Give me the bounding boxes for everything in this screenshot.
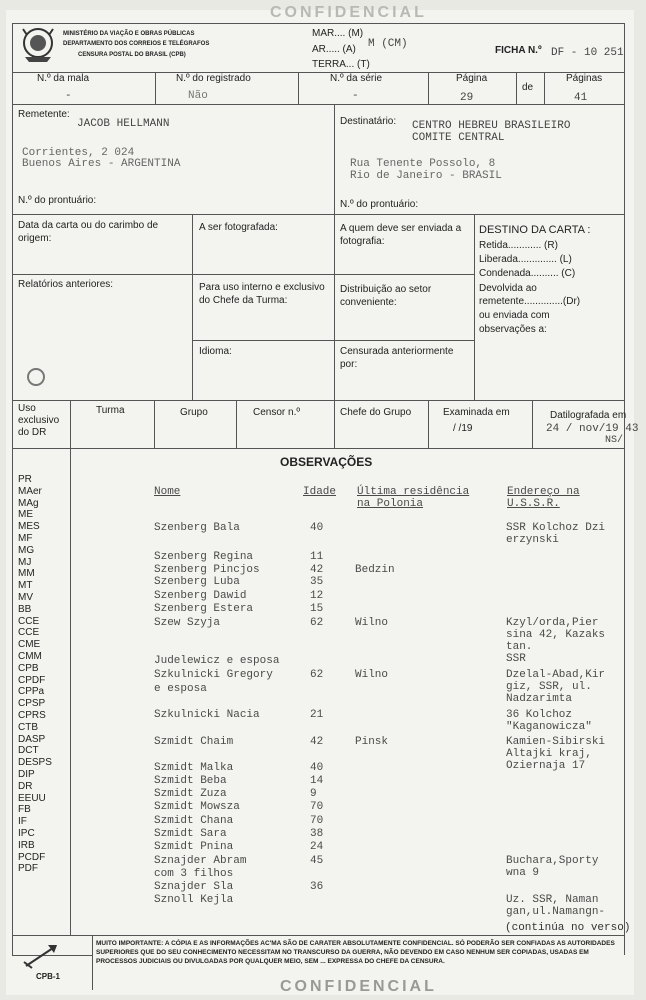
department-code: CPDF [18,674,46,686]
de-label: de [522,82,534,93]
department-code: CTB [18,721,38,733]
destino-devolvida: Devolvida ao [479,283,537,294]
serie-label: N.º da série [330,73,383,84]
punch-hole-icon [27,368,45,386]
entry-name: Szmidt Chana [154,815,234,827]
entry-age: 70 [310,815,324,827]
entry-age: 12 [310,590,324,602]
entry-address-line: sina 42, Kazaks [506,629,606,641]
entry-name: Szmidt Mowsza [154,801,240,813]
entry-address-line: Nadzarimta [506,693,573,705]
confidential-stamp-top: CONFIDENCIAL [270,4,427,21]
entry-name: Szenberg Luba [154,576,240,588]
entry-age: 42 [310,564,324,576]
entry-name: Szmidt Sara [154,828,227,840]
entry-address-line: Altajki kraj, [506,748,592,760]
entry-age: 45 [310,855,324,867]
observacoes-title: OBSERVAÇÕES [280,455,373,469]
entry-residence: Bedzin [355,564,395,576]
entry-residence: Pinsk [355,736,389,748]
department-code: CPRS [18,710,46,721]
destino-condenada: Condenada.......... (C) [479,268,576,279]
terra-option: TERRA... (T) [312,59,370,70]
department-code: CPPa [18,686,45,698]
entry-name: Szew Szyja [154,617,221,629]
ficha-label: FICHA N.º [495,45,542,56]
sender-name: JACOB HELLMANN [77,118,170,130]
department-code: MV [18,592,33,603]
destino-ou-enviada: ou enviada com [479,310,550,321]
recipient-addr2: Rio de Janeiro - BRASIL [350,170,502,182]
entry-address-line: Kamien-Sibirski [506,736,606,748]
examinada-label: Examinada em [443,407,510,418]
fotografada-label: A ser fotografada: [199,222,278,233]
department-code: IPC [18,828,35,839]
entry-address-line: Buchara,Sporty [506,855,599,867]
department-code: MG [18,544,35,556]
department-code: MT [18,580,33,592]
turma-label: Turma [96,405,125,416]
department-code: PR [18,474,32,485]
destino-remetente: remetente..............(Dr) [479,296,581,307]
arrow-logo-icon [22,940,62,970]
recipient-label: Destinatário: [340,116,397,127]
continua-note: (continúa no verso) [505,922,631,934]
ar-option: AR..... (A) [312,44,356,55]
idioma-label: Idioma: [199,346,232,357]
department-code: PDF [18,863,38,875]
mala-label: N.º da mala [37,73,90,84]
entry-name: Sznajder Abram [154,855,247,867]
entry-age: 62 [310,669,324,681]
entry-address-line: Kzyl/orda,Pier [506,617,599,629]
entry-name: Judelewicz e esposa [154,655,280,667]
department-code: DESPS [18,757,52,769]
entry-age: 21 [310,709,324,721]
data-carta-label: Data da carta ou do carimbo de origem: [18,220,159,244]
entry-name: Szmidt Malka [154,762,234,774]
department-code: MAg [18,497,39,509]
recipient-name2: COMITE CENTRAL [412,132,505,144]
entry-age: 24 [310,841,324,853]
department-code: MAer [18,485,42,497]
entry-name: Szkulnicki Nacia [154,709,260,721]
department-code: CMM [18,651,42,662]
entry-name: Szenberg Estera [154,603,254,615]
sender-addr1: Corrientes, 2 024 [22,147,135,159]
entry-address-line: Uz. SSR, Naman [506,894,599,906]
entry-age: 70 [310,801,324,813]
department-code: CPSP [18,698,46,710]
entry-address-line: erzynski [506,534,559,546]
department-code: MF [18,533,33,544]
sender-label: Remetente: [18,109,70,120]
censurada-label: Censurada anteriormente por: [340,346,454,370]
entry-name: e esposa [154,683,207,695]
col-header-idade: Idade [303,486,337,498]
recipient-prontuario-label: N.º do prontuário: [340,199,419,210]
entry-name: Szkulnicki Gregory [154,669,273,681]
department-code: FB [18,804,31,816]
grupo-label: Grupo [180,407,208,418]
uso-dr-label: Uso exclusivo do DR [18,403,60,438]
entry-address-line: tan. [506,641,533,653]
entry-name: Sznajder Sla [154,881,234,893]
entry-age: 15 [310,603,324,615]
entry-age: 42 [310,736,324,748]
entry-name: Szmidt Pnina [154,841,234,853]
destino-observacoes: observações a: [479,324,547,335]
serie-value: - [352,90,359,102]
entry-address-line: wna 9 [506,867,540,879]
col-header-residencia-1: Última residência [357,486,470,498]
entry-age: 36 [310,881,324,893]
uso-interno-label: Para uso interno e exclusivo do Chefe da Turma: [199,282,325,306]
paginas-value: 41 [574,92,588,104]
pagina-label: Página [456,73,488,84]
department-code: ME [18,509,33,521]
entry-name: Szmidt Chaim [154,736,234,748]
sender-prontuario-label: N.º do prontuário: [18,195,97,206]
entry-residence: Wilno [355,669,389,681]
examinada-value: / /19 [453,423,473,434]
mala-value: - [65,90,72,102]
pagina-value: 29 [460,92,474,104]
department-code: MM [18,568,35,580]
entry-name: Szmidt Beba [154,775,227,787]
col-header-endereco-1: Endereço na [507,486,580,498]
entry-name: Szenberg Pincjos [154,564,260,576]
sender-addr2: Buenos Aires - ARGENTINA [22,158,181,170]
coat-of-arms-icon [19,25,57,65]
department-code: DR [18,780,33,792]
department-code: CPB [18,662,39,674]
entry-age: 14 [310,775,324,787]
ns-mark: NS/ [605,435,624,446]
mar-option: MAR.... (M) [312,28,364,39]
ministry-title: MINISTÉRIO DA VIAÇÃO E OBRAS PÚBLICAS [63,31,195,37]
entry-address-line: giz, SSR, ul. [506,681,592,693]
entry-address-line: 36 Kolchoz [506,709,573,721]
entry-name: com 3 filhos [154,868,234,880]
department-code: DIP [18,769,35,780]
col-header-endereco-2: U.S.S.R. [507,498,560,510]
department-code: DASP [18,733,46,745]
entry-address-line: Oziernaja 17 [506,760,586,772]
department-code: IRB [18,839,35,851]
ficha-number: DF - 10 251 [551,47,624,59]
recipient-name1: CENTRO HEBREU BRASILEIRO [412,120,571,132]
department-code: EEUU [18,792,46,804]
entry-name: Sznoll Kejla [154,894,234,906]
quem-enviada-label: A quem deve ser enviada a fotografia: [340,223,462,247]
col-header-residencia-2: na Polonia [357,498,424,510]
department-code: CME [18,639,41,651]
department-code: CCE [18,615,40,627]
entry-age: 62 [310,617,324,629]
entry-address-line: "Kaganowicza" [506,721,592,733]
department-code: MJ [18,556,32,568]
entry-age: 11 [310,551,324,563]
distribuicao-label: Distribuição ao setor conveniente: [340,284,432,308]
entry-age: 38 [310,828,324,840]
entry-age: 40 [310,522,324,534]
col-header-nome: Nome [154,486,181,498]
department-code: CCE [18,627,40,639]
entry-age: 35 [310,576,324,588]
censorship-title: CENSURA POSTAL DO BRASIL (CPB) [78,52,186,58]
destino-title: DESTINO DA CARTA : [479,224,591,236]
mode-typed: M (CM) [368,38,408,50]
entry-address-line: Dzelal-Abad,Kir [506,669,606,681]
department-title: DEPARTAMENTO DOS CORREIOS E TELÉGRAFOS [63,41,210,47]
entry-address-line: SSR [506,653,526,665]
chefe-grupo-label: Chefe do Grupo [340,407,412,418]
entry-address-line: SSR Kolchoz Dzi [506,522,606,534]
form-code: CPB-1 [36,972,61,981]
entry-name: Szmidt Zuza [154,788,227,800]
confidential-notice: MUITO IMPORTANTE: A CÓPIA E AS INFORMAÇÕES AC'MA SÃO DE CARATER ABSOLUTAMENTE CONFIDENCIAL. SÓ PODERÃO SER CONFIADAS AS AUTORIDADES SUPERIORES QUE DO SEU CONHECIMENTO NECESSITAM NO TRANSCURSO DA GUERRA, NÃO DEVENDO EM CASO NENHUM SER COPIADAS, USADAS EM PROCESSOS JUDICIAIS OU DIVULGADAS POR QUALQUER MEIO, SEM ... EXPRESSA DO CHEFE DA CENSURA. [96,940,615,965]
entry-name: Szenberg Regina [154,551,254,563]
paginas-label: Páginas [566,73,603,84]
entry-residence: Wilno [355,617,389,629]
entry-name: Szenberg Dawid [154,590,247,602]
department-code: BB [18,603,32,615]
destino-liberada: Liberada.............. (L) [479,254,572,265]
censor-label: Censor n.º [253,407,301,418]
department-code: DCT [18,745,39,757]
entry-address-line: gan,ul.Namangn- [506,906,606,918]
registrado-label: N.º do registrado [176,73,251,84]
entry-age: 9 [310,788,317,800]
datilografada-value: 24 / nov/19 43 [546,423,639,435]
registrado-value: Não [188,90,208,102]
department-code: IF [18,816,27,828]
destino-retida: Retida............ (R) [479,240,558,251]
entry-age: 40 [310,762,324,774]
recipient-addr1: Rua Tenente Possolo, 8 [350,158,496,170]
confidential-stamp-bottom: CONFIDENCIAL [280,978,437,995]
department-code: MES [18,521,40,533]
entry-name: Szenberg Bala [154,522,240,534]
relatorios-label: Relatórios anteriores: [18,279,114,290]
datilografada-label: Datilografada em [550,410,627,421]
department-code: PCDF [18,851,46,863]
